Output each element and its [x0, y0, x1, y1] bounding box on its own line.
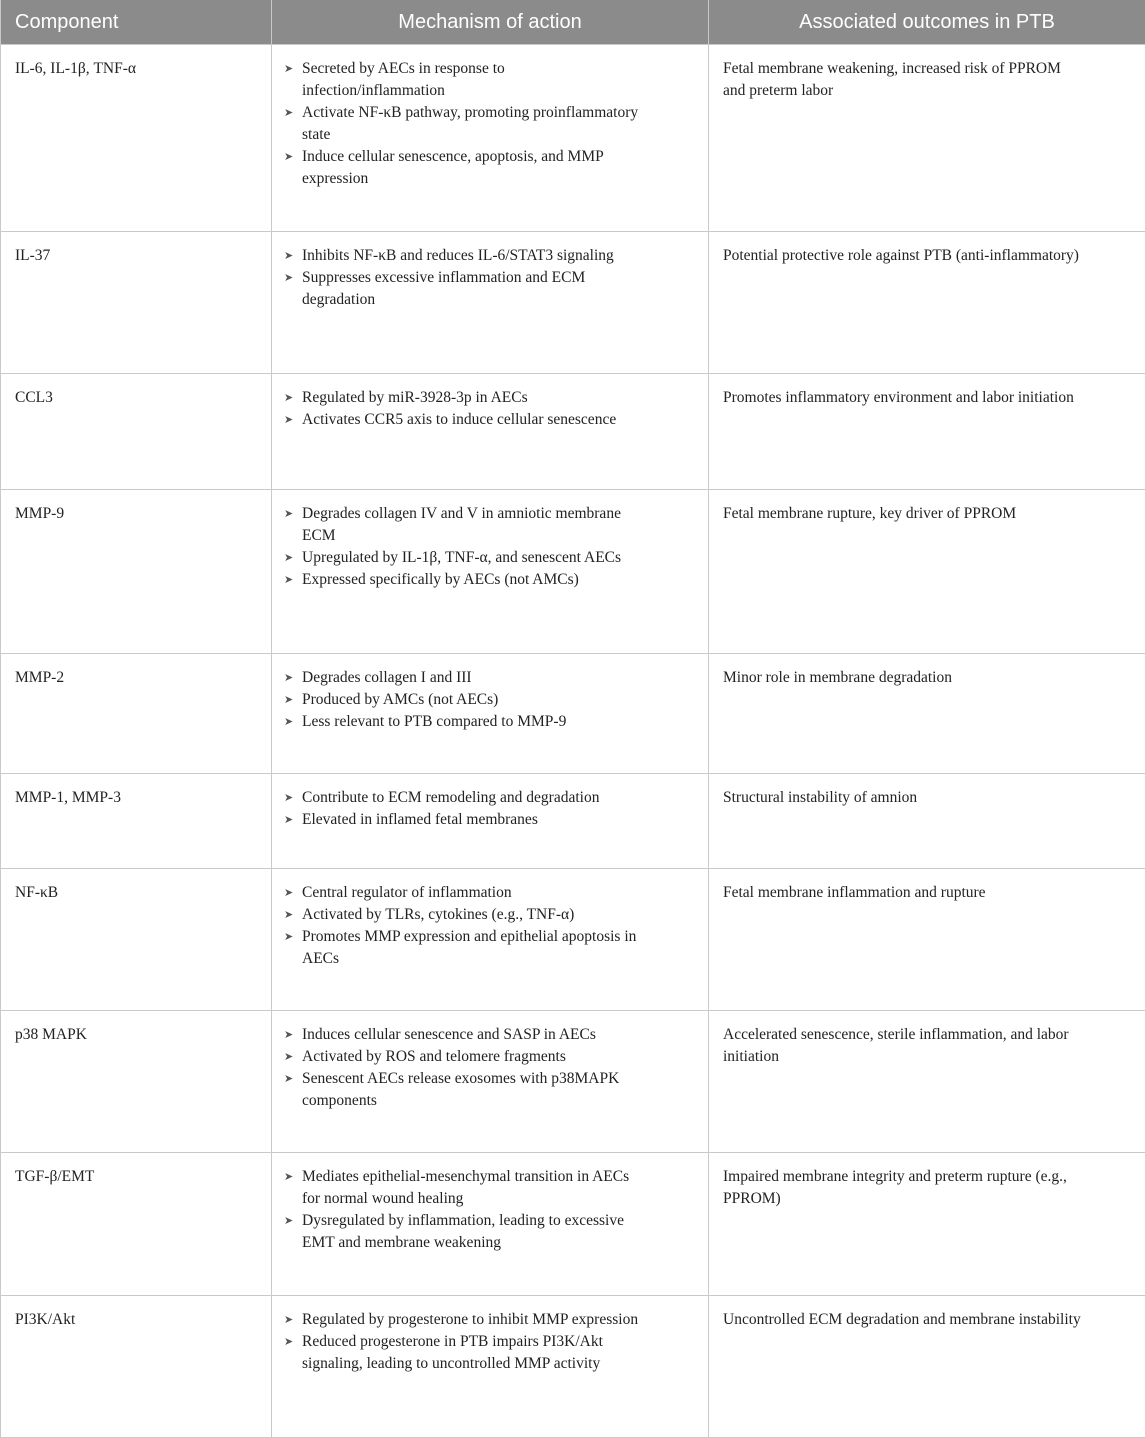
- mechanism-text: Activated by TLRs, cytokines (e.g., TNF-α): [302, 906, 575, 923]
- table-row: [1, 232, 1145, 374]
- mechanism-text: Activated by ROS and telomere fragments: [302, 1048, 566, 1065]
- outcome-cell: Impaired membrane integrity and preterm rupture (e.g., PPROM): [709, 1153, 1145, 1296]
- arrowhead-bullet-icon: ➤: [284, 693, 294, 706]
- mechanism-item: [284, 882, 648, 904]
- arrowhead-bullet-icon: ➤: [284, 573, 294, 586]
- arrowhead-bullet-icon: ➤: [284, 391, 294, 404]
- mechanism-cell: [272, 374, 709, 490]
- arrowhead-bullet-icon: ➤: [284, 413, 294, 426]
- mechanism-text: Expressed specifically by AECs (not AMCs): [302, 571, 579, 588]
- table-row: [1, 654, 1145, 774]
- mechanism-text: Degrades collagen IV and V in amniotic membrane ECM: [302, 505, 621, 544]
- mechanism-item: [284, 387, 648, 409]
- table-row: [1, 1011, 1145, 1153]
- mechanism-item: [284, 809, 648, 831]
- mechanism-text: Regulated by progesterone to inhibit MMP expression: [302, 1311, 639, 1328]
- mechanism-item: [284, 787, 648, 809]
- mechanism-item: [284, 1166, 648, 1210]
- table-row: [1, 869, 1145, 1011]
- mechanism-item: [284, 926, 648, 970]
- mechanism-text: Senescent AECs release exosomes with p38MAPK components: [302, 1070, 620, 1109]
- arrowhead-bullet-icon: ➤: [284, 62, 294, 75]
- mechanism-text: Upregulated by IL-1β, TNF-α, and senescent AECs: [302, 549, 622, 566]
- mechanism-text: Contribute to ECM remodeling and degradation: [302, 789, 600, 806]
- header-mechanism: Mechanism of action: [272, 0, 709, 45]
- mechanism-item: [284, 569, 648, 591]
- header-outcomes: Associated outcomes in PTB: [709, 0, 1145, 45]
- mechanism-cell: [272, 1296, 709, 1438]
- outcome-cell: Potential protective role against PTB (anti-inflammatory): [709, 232, 1145, 374]
- mechanism-list: [284, 1309, 648, 1375]
- mechanism-item: [284, 1210, 648, 1254]
- component-cell: PI3K/Akt: [1, 1296, 272, 1438]
- mechanism-item: [284, 667, 648, 689]
- mechanism-item: [284, 503, 648, 547]
- mechanism-item: [284, 547, 648, 569]
- mechanism-text: Suppresses excessive inflammation and ECM degradation: [302, 269, 586, 308]
- mechanism-text: Dysregulated by inflammation, leading to excessive EMT and membrane weakening: [302, 1212, 624, 1251]
- arrowhead-bullet-icon: ➤: [284, 671, 294, 684]
- table-row: [1, 45, 1145, 232]
- outcome-cell: Uncontrolled ECM degradation and membrane instability: [709, 1296, 1145, 1438]
- arrowhead-bullet-icon: ➤: [284, 886, 294, 899]
- header-row: [1, 0, 1145, 45]
- outcome-cell: Accelerated senescence, sterile inflammation, and labor initiation: [709, 1011, 1145, 1153]
- arrowhead-bullet-icon: ➤: [284, 908, 294, 921]
- mechanism-list: [284, 1166, 648, 1254]
- mechanism-cell: [272, 490, 709, 654]
- mechanism-item: [284, 245, 648, 267]
- mechanism-item: [284, 58, 648, 102]
- mechanism-text: Produced by AMCs (not AECs): [302, 691, 499, 708]
- component-cell: IL-6, IL-1β, TNF-α: [1, 45, 272, 232]
- mechanism-item: [284, 146, 648, 190]
- mechanism-cell: [272, 654, 709, 774]
- mechanism-item: [284, 409, 648, 431]
- mechanism-item: [284, 904, 648, 926]
- mechanism-text: Less relevant to PTB compared to MMP-9: [302, 713, 567, 730]
- arrowhead-bullet-icon: ➤: [284, 1072, 294, 1085]
- outcome-cell: Structural instability of amnion: [709, 774, 1145, 869]
- mechanism-text: Elevated in inflamed fetal membranes: [302, 811, 538, 828]
- arrowhead-bullet-icon: ➤: [284, 791, 294, 804]
- mechanism-text: Induce cellular senescence, apoptosis, and MMP expression: [302, 148, 604, 187]
- mechanism-text: Degrades collagen I and III: [302, 669, 472, 686]
- component-cell: MMP-1, MMP-3: [1, 774, 272, 869]
- mechanism-list: [284, 787, 648, 831]
- mechanism-list: [284, 387, 648, 431]
- mechanism-cell: [272, 869, 709, 1011]
- mechanism-item: [284, 1046, 648, 1068]
- component-cell: NF-κB: [1, 869, 272, 1011]
- table-row: [1, 1296, 1145, 1438]
- component-cell: MMP-9: [1, 490, 272, 654]
- outcome-cell: Promotes inflammatory environment and labor initiation: [709, 374, 1145, 490]
- mechanism-text: Promotes MMP expression and epithelial apoptosis in AECs: [302, 928, 637, 967]
- table-row: [1, 490, 1145, 654]
- mechanism-list: [284, 667, 648, 733]
- table-row: [1, 374, 1145, 490]
- mechanism-list: [284, 1024, 648, 1112]
- arrowhead-bullet-icon: ➤: [284, 106, 294, 119]
- mechanism-text: Inhibits NF-κB and reduces IL-6/STAT3 signaling: [302, 247, 614, 264]
- mechanism-text: Induces cellular senescence and SASP in AECs: [302, 1026, 596, 1043]
- outcome-cell: Fetal membrane weakening, increased risk of PPROM and preterm labor: [709, 45, 1145, 232]
- arrowhead-bullet-icon: ➤: [284, 150, 294, 163]
- outcome-cell: Fetal membrane rupture, key driver of PPROM: [709, 490, 1145, 654]
- arrowhead-bullet-icon: ➤: [284, 1170, 294, 1183]
- mechanism-cell: [272, 232, 709, 374]
- component-cell: IL-37: [1, 232, 272, 374]
- header-component: Component: [1, 0, 272, 45]
- mechanism-item: [284, 711, 648, 733]
- mechanism-item: [284, 102, 648, 146]
- arrowhead-bullet-icon: ➤: [284, 551, 294, 564]
- mechanism-cell: [272, 774, 709, 869]
- mechanism-text: Activates CCR5 axis to induce cellular senescence: [302, 411, 617, 428]
- arrowhead-bullet-icon: ➤: [284, 1313, 294, 1326]
- arrowhead-bullet-icon: ➤: [284, 715, 294, 728]
- mechanism-list: [284, 882, 648, 970]
- mechanism-item: [284, 1331, 648, 1375]
- table-row: [1, 1153, 1145, 1296]
- mechanism-cell: [272, 45, 709, 232]
- mechanism-cell: [272, 1011, 709, 1153]
- arrowhead-bullet-icon: ➤: [284, 507, 294, 520]
- mechanism-item: [284, 689, 648, 711]
- arrowhead-bullet-icon: ➤: [284, 1050, 294, 1063]
- mechanism-item: [284, 1068, 648, 1112]
- outcome-cell: Fetal membrane inflammation and rupture: [709, 869, 1145, 1011]
- table-body: [1, 45, 1145, 1438]
- mechanism-list: [284, 58, 648, 190]
- mechanism-list: [284, 245, 648, 311]
- mechanism-item: [284, 267, 648, 311]
- mechanism-item: [284, 1024, 648, 1046]
- arrowhead-bullet-icon: ➤: [284, 1028, 294, 1041]
- mechanism-text: Central regulator of inflammation: [302, 884, 512, 901]
- mechanism-cell: [272, 1153, 709, 1296]
- component-cell: TGF-β/EMT: [1, 1153, 272, 1296]
- mechanism-text: Activate NF-κB pathway, promoting proinflammatory state: [302, 104, 639, 143]
- arrowhead-bullet-icon: ➤: [284, 813, 294, 826]
- component-cell: p38 MAPK: [1, 1011, 272, 1153]
- component-cell: MMP-2: [1, 654, 272, 774]
- mechanism-text: Secreted by AECs in response to infection/inflammation: [302, 60, 505, 99]
- arrowhead-bullet-icon: ➤: [284, 1335, 294, 1348]
- arrowhead-bullet-icon: ➤: [284, 930, 294, 943]
- component-cell: CCL3: [1, 374, 272, 490]
- mechanism-text: Regulated by miR-3928-3p in AECs: [302, 389, 528, 406]
- mechanism-text: Reduced progesterone in PTB impairs PI3K/Akt signaling, leading to uncontrolled MMP activity: [302, 1333, 603, 1372]
- table-header: [1, 0, 1145, 45]
- arrowhead-bullet-icon: ➤: [284, 271, 294, 284]
- mechanism-text: Mediates epithelial-mesenchymal transition in AECs for normal wound healing: [302, 1168, 630, 1207]
- mechanism-list: [284, 503, 648, 591]
- arrowhead-bullet-icon: ➤: [284, 249, 294, 262]
- table-row: [1, 774, 1145, 869]
- mechanism-item: [284, 1309, 648, 1331]
- arrowhead-bullet-icon: ➤: [284, 1214, 294, 1227]
- outcome-cell: Minor role in membrane degradation: [709, 654, 1145, 774]
